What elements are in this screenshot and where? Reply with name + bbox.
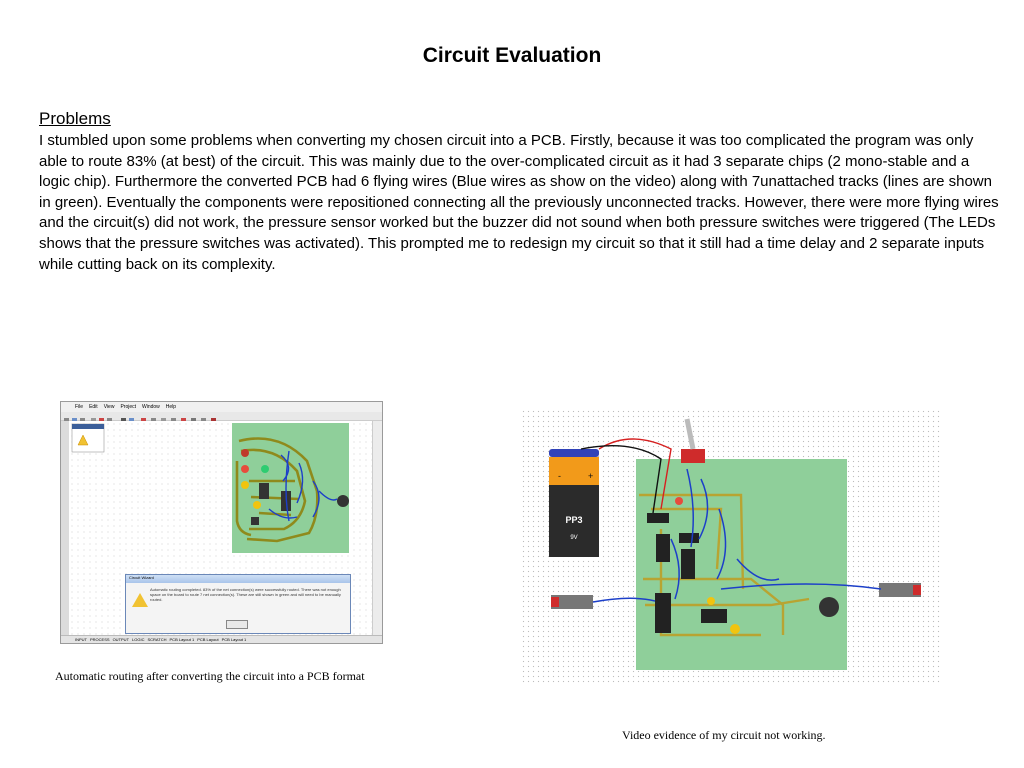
warning-icon (132, 593, 148, 607)
menu-edit[interactable]: Edit (89, 404, 98, 410)
tab-scratch[interactable]: SCRATCH (147, 637, 167, 642)
tab-logic[interactable]: LOGIC (132, 637, 145, 642)
tab-pcb-layout-1[interactable]: PCB Layout 1 (169, 637, 195, 642)
tab-input[interactable]: INPUT (75, 637, 87, 642)
menu-bar (61, 402, 382, 412)
vertical-scrollbar[interactable] (372, 421, 382, 637)
page-title: Circuit Evaluation (422, 44, 602, 67)
battery-minus: - (558, 471, 561, 481)
menu-help[interactable]: Help (165, 404, 177, 410)
tab-output[interactable]: OUTPUT (112, 637, 130, 642)
tab-pcb-layout[interactable]: PCB Layout (197, 637, 219, 642)
bottom-tabs (61, 635, 382, 643)
menu-view[interactable]: View (103, 404, 115, 410)
right-figure-caption: Video evidence of my circuit not working. (622, 728, 826, 742)
circuit-video-still (521, 409, 940, 684)
section-heading: Problems (39, 109, 111, 128)
toolbar (61, 412, 382, 421)
circuit-simulation-drawing (521, 409, 940, 684)
menu-file[interactable]: File (75, 404, 84, 410)
dialog-ok-button[interactable] (226, 620, 248, 629)
routing-dialog (125, 574, 351, 634)
battery-voltage: 9V (570, 535, 578, 541)
menu-window[interactable]: Window (142, 404, 160, 410)
tab-pcb-layout-active[interactable]: PCB Layout 1 (221, 637, 247, 642)
menu-project[interactable]: Project (120, 404, 136, 410)
tab-process[interactable]: PROCESS (90, 637, 110, 642)
dialog-message: Automatic routing completed. 83% of the net connection(s) were successfully routed. There was not enough space on the board to route 7 net connection(s). These are still shown in green and will need to be manually routed. (150, 587, 341, 602)
left-figure-caption: Automatic routing after converting the circuit into a PCB format (55, 669, 365, 683)
pcb-routing-screenshot (60, 401, 383, 644)
pcb-canvas[interactable] (69, 421, 374, 637)
battery-label: PP3 (565, 515, 583, 525)
dialog-title: Circuit Wizard (126, 575, 350, 583)
battery-plus: + (588, 471, 594, 481)
body-paragraph: I stumbled upon some problems when converting my chosen circuit into a PCB. Firstly, because it was too complicated the program was only able to route 83% (at best) of the circuit. This was mainly due to the over-complicated circuit as it had 3 separate chips (2 mono-stable and a logic chip). Furthermore the converted PCB had 6 flying wires (Blue wires as show on the video) along with 7unattached tracks (lines are shown in green). Eventually the components were repositioned connecting all the previously unconnected tracks. However, there were more flying wires and the circuit(s) did not work, the pressure sensor worked but the buzzer did not sound when both pressure switches were triggered (The LEDs shows that the pressure switches was activated). This prompted me to redesign my circuit so that it still had a time delay and 2 separate inputs while cutting back on its complexity. (39, 132, 999, 273)
